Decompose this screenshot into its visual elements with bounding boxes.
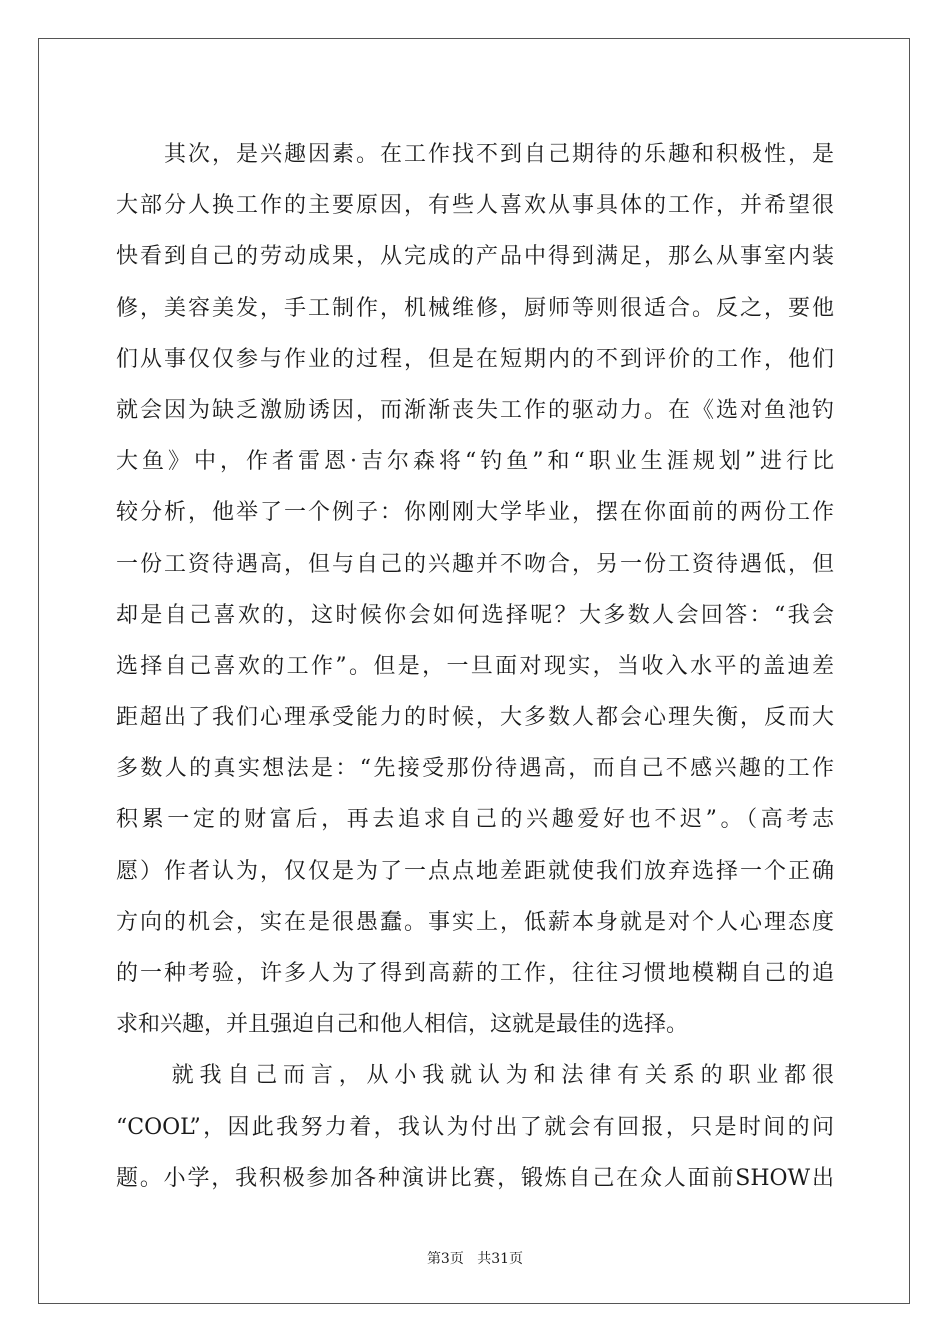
text-line: 快看到自己的劳动成果，从完成的产品中得到满足，那么从事室内装 bbox=[116, 244, 834, 270]
text-line: 就我自己而言，从小我就认为和法律有关系的职业都很 bbox=[116, 1063, 834, 1089]
text-line: 距超出了我们心理承受能力的时候，大多数人都会心理失衡，反而大 bbox=[116, 705, 834, 731]
text-line: 大部分人换工作的主要原因，有些人喜欢从事具体的工作，并希望很 bbox=[116, 193, 834, 219]
body-text bbox=[116, 129, 834, 1204]
text-line: 一份工资待遇高，但与自己的兴趣并不吻合，另一份工资待遇低，但 bbox=[116, 551, 834, 577]
text-line: 修，美容美发，手工制作，机械维修，厨师等则很适合。反之，要他 bbox=[116, 295, 834, 321]
text-line: “COOL”，因此我努力着，我认为付出了就会有回报，只是时间的问 bbox=[116, 1114, 834, 1140]
text-line: 较分析，他举了一个例子：你刚刚大学毕业，摆在你面前的两份工作 bbox=[116, 500, 834, 526]
text-line: 大鱼》中，作者雷恩·吉尔森将“钓鱼”和“职业生涯规划”进行比 bbox=[116, 449, 834, 475]
text-line: 积累一定的财富后，再去追求自己的兴趣爱好也不迟”。（高考志 bbox=[116, 807, 834, 833]
text-line: 们从事仅仅参与作业的过程，但是在短期内的不到评价的工作，他们 bbox=[116, 346, 834, 372]
text-line: 就会因为缺乏激励诱因，而渐渐丧失工作的驱动力。在《选对鱼池钓 bbox=[116, 397, 834, 423]
text-line: 选择自己喜欢的工作”。但是，一旦面对现实，当收入水平的盖迪差 bbox=[116, 653, 834, 679]
text-line: 多数人的真实想法是：“先接受那份待遇高，而自己不感兴趣的工作 bbox=[116, 756, 834, 782]
page-footer bbox=[0, 1248, 950, 1268]
page-total: 共31页 bbox=[477, 1251, 524, 1267]
text-line: 的一种考验，许多人为了得到高薪的工作，往往习惯地模糊自己的追 bbox=[116, 961, 834, 986]
text-line: 却是自己喜欢的，这时候你会如何选择呢？大多数人会回答：“我会 bbox=[116, 602, 834, 628]
text-line: 方向的机会，实在是很愚蠢。事实上，低薪本身就是对个人心理态度 bbox=[116, 909, 834, 935]
text-line: 题。小学，我积极参加各种演讲比赛，锻炼自己在众人面前SHOW出 bbox=[116, 1165, 834, 1191]
page-number: 第3页 bbox=[426, 1251, 464, 1267]
text-line: 其次，是兴趣因素。在工作找不到自己期待的乐趣和积极性，是 bbox=[116, 142, 834, 167]
text-line: 求和兴趣，并且强迫自己和他人相信，这就是最佳的选择。 bbox=[116, 1012, 689, 1038]
text-line: 愿）作者认为，仅仅是为了一点点地差距就使我们放弃选择一个正确 bbox=[116, 858, 834, 884]
